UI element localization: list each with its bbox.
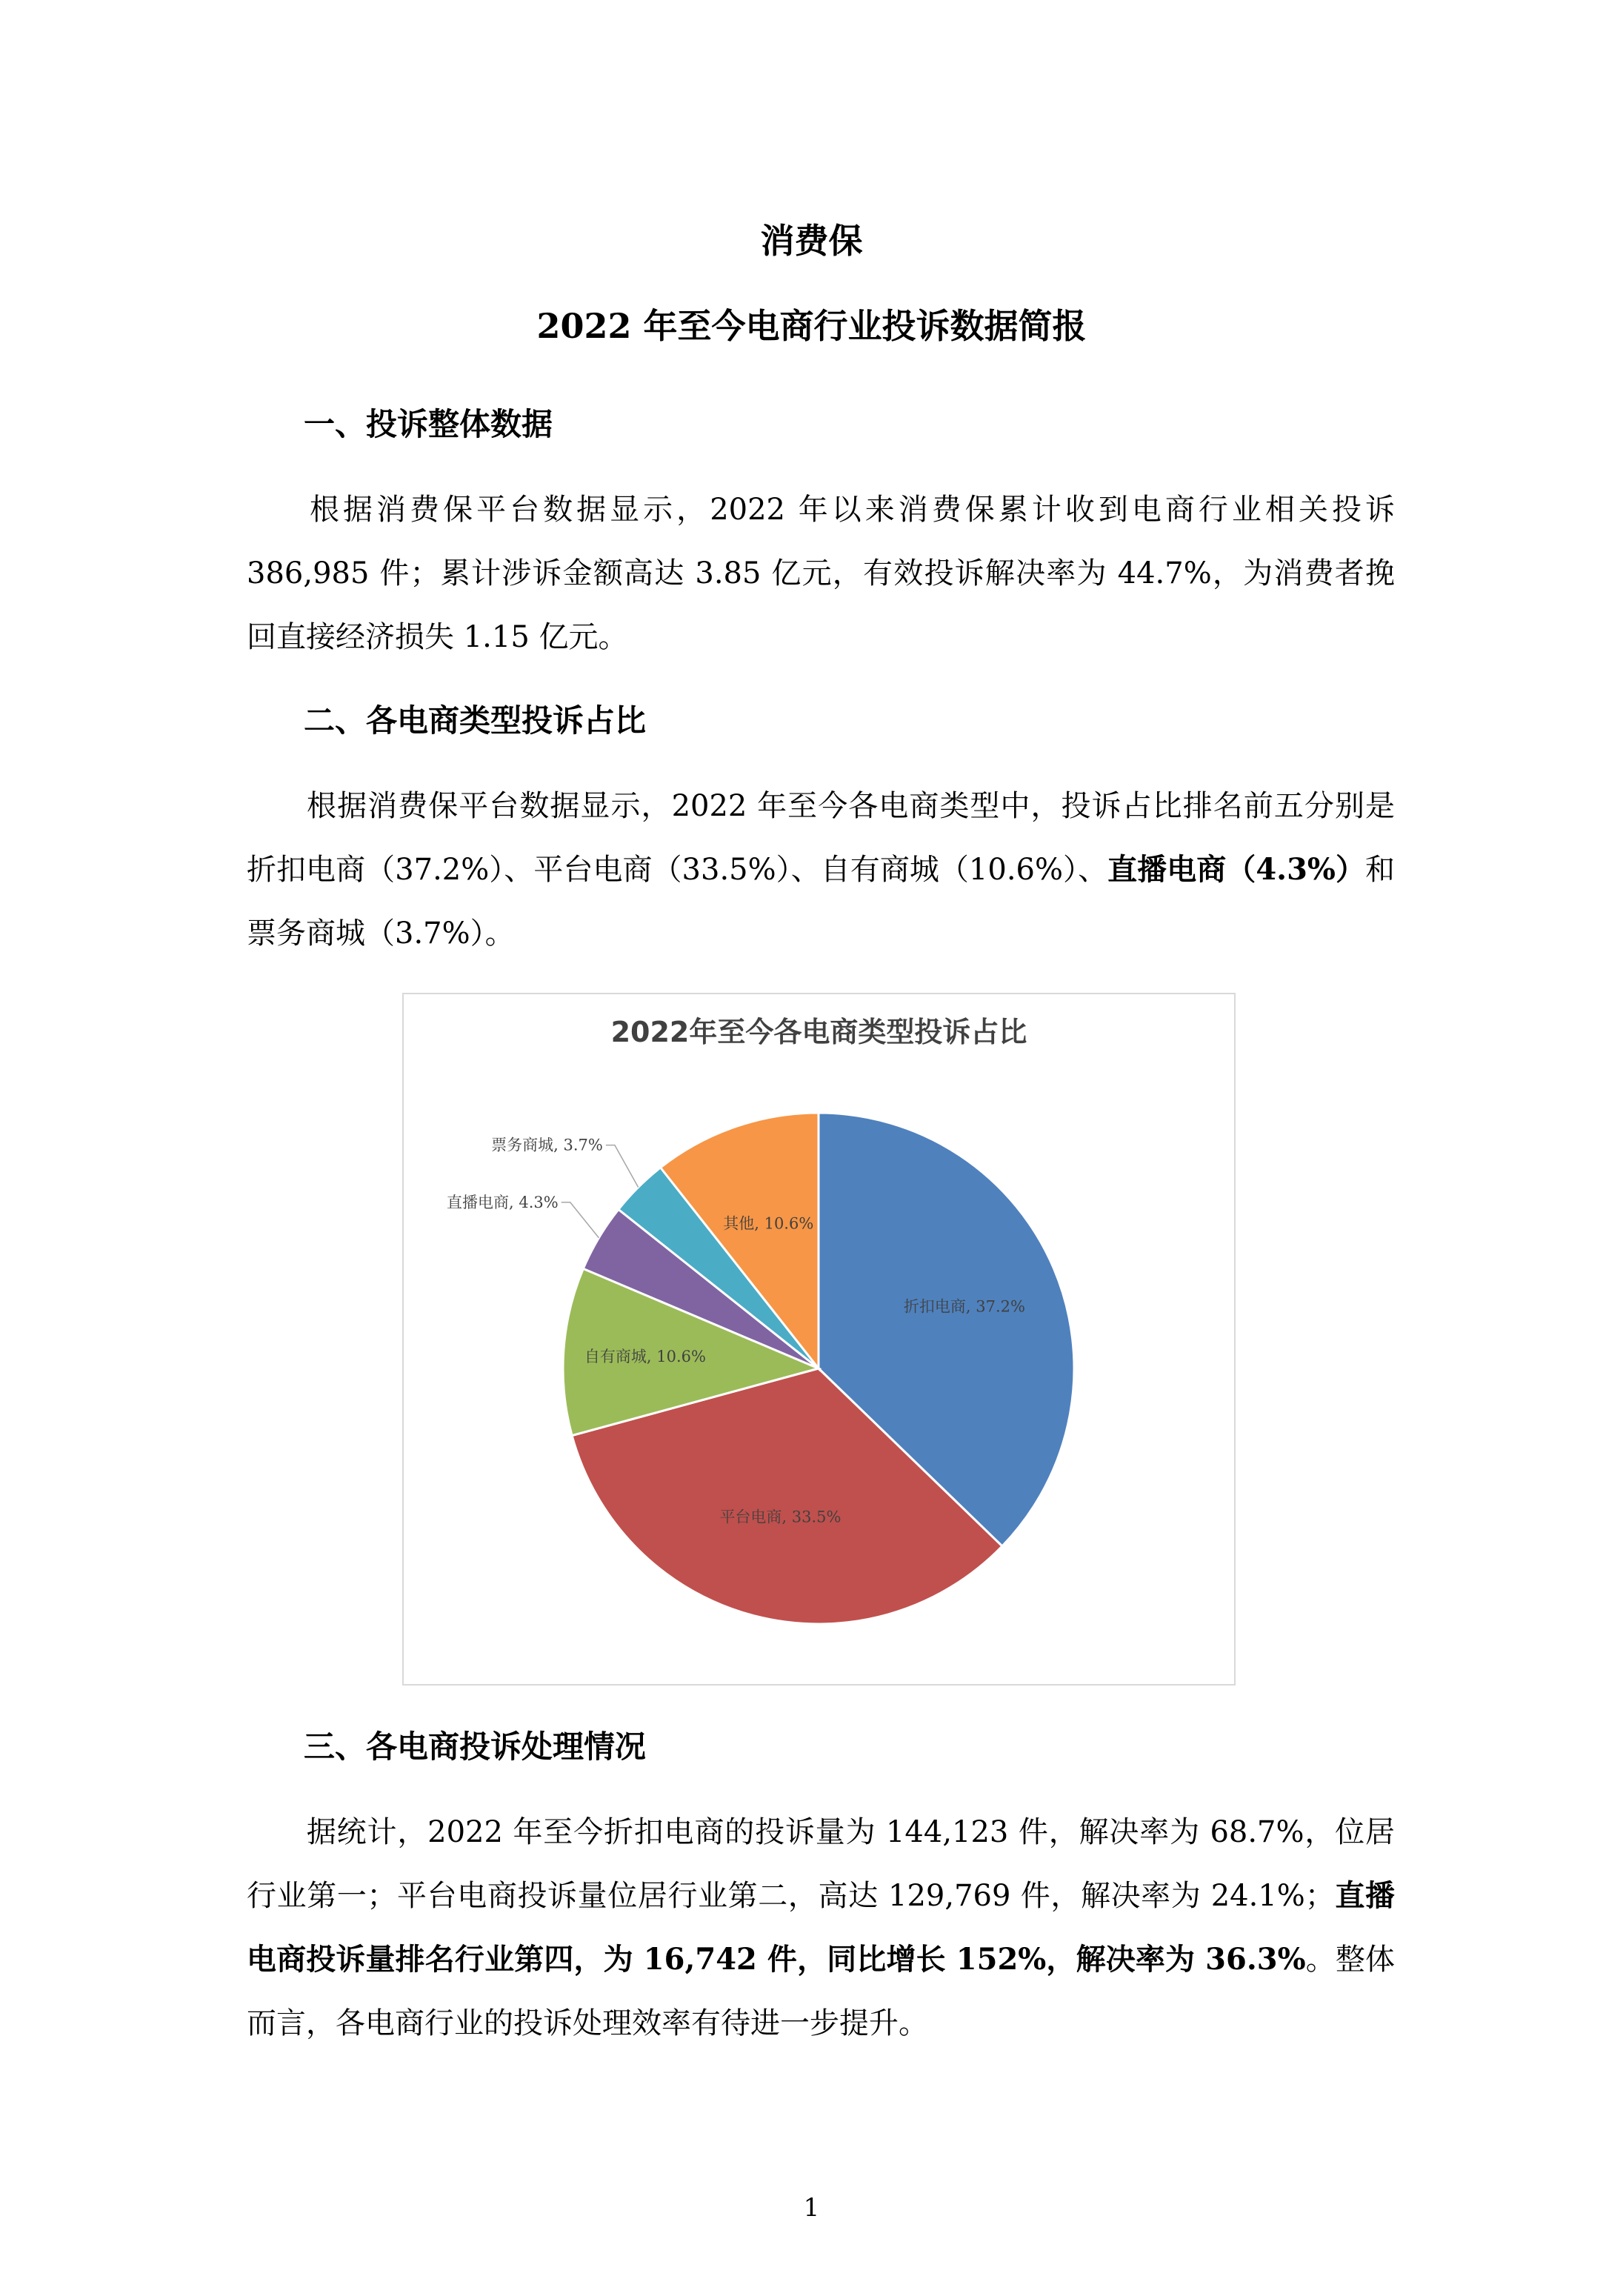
pie-label-0: 折扣电商, 37.2%	[903, 1297, 1025, 1316]
pie-chart	[402, 993, 1236, 1686]
pie-label-1: 平台电商, 33.5%	[719, 1508, 842, 1526]
pie-leader-line-4	[606, 1145, 639, 1188]
pie-leader-line-3	[561, 1202, 599, 1238]
page-number: 1	[803, 2193, 820, 2223]
pie-chart-svg	[404, 994, 1234, 1684]
section3-text-a: 据统计，2022 年至今折扣电商的投诉量为 144,123 件，解决率为 68.7%，位居行业第一；平台电商投诉量位居行业第二，高达 129,769 件，解决率为 24.1%；	[247, 1815, 1395, 1913]
section2-text-a: 根据消费保平台数据显示，2022 年至今各电商类型中，投诉占比排名前五分别是折扣电商（37.2%）、平台电商（33.5%）、自有商城（10.6%）、	[247, 789, 1395, 887]
section3-text-bold: 直播电商投诉量排名行业第四，为 16,742 件，同比增长 152%，解决率为 36.3%	[247, 1878, 1396, 1977]
section1-heading: 一、投诉整体数据	[304, 406, 553, 442]
section2-text-b: 和票务商城（3.7%）。	[247, 853, 1395, 951]
section3-text-b: 。整体而言，各电商行业的投诉处理效率有待进一步提升。	[247, 1943, 1395, 2040]
document-subtitle: 2022 年至今电商行业投诉数据简报	[536, 306, 1087, 346]
document-title: 消费保	[760, 221, 863, 261]
pie-label-2: 自有商城, 10.6%	[584, 1348, 706, 1366]
section1-text: 根据消费保平台数据显示，2022 年以来消费保累计收到电商行业相关投诉 386,985 件；累计涉诉金额高达 3.85 亿元，有效投诉解决率为 44.7%，为消费者挽回直接经济损失 1.15 亿元。	[247, 493, 1395, 654]
chart-title: 2022年至今各电商类型投诉占比	[610, 1016, 1027, 1048]
section2-paragraph	[247, 774, 1395, 965]
section2-text-bold: 直播电商（4.3%）	[1107, 852, 1365, 887]
section3-paragraph	[247, 1800, 1395, 2055]
pie-label-4: 票务商城, 3.7%	[491, 1136, 603, 1154]
section2-heading: 二、各电商类型投诉占比	[304, 702, 647, 739]
pie-label-5: 其他, 10.6%	[723, 1214, 814, 1233]
pie-label-3: 直播电商, 4.3%	[447, 1193, 559, 1211]
section3-heading: 三、各电商投诉处理情况	[304, 1728, 647, 1765]
section1-paragraph	[247, 478, 1395, 669]
